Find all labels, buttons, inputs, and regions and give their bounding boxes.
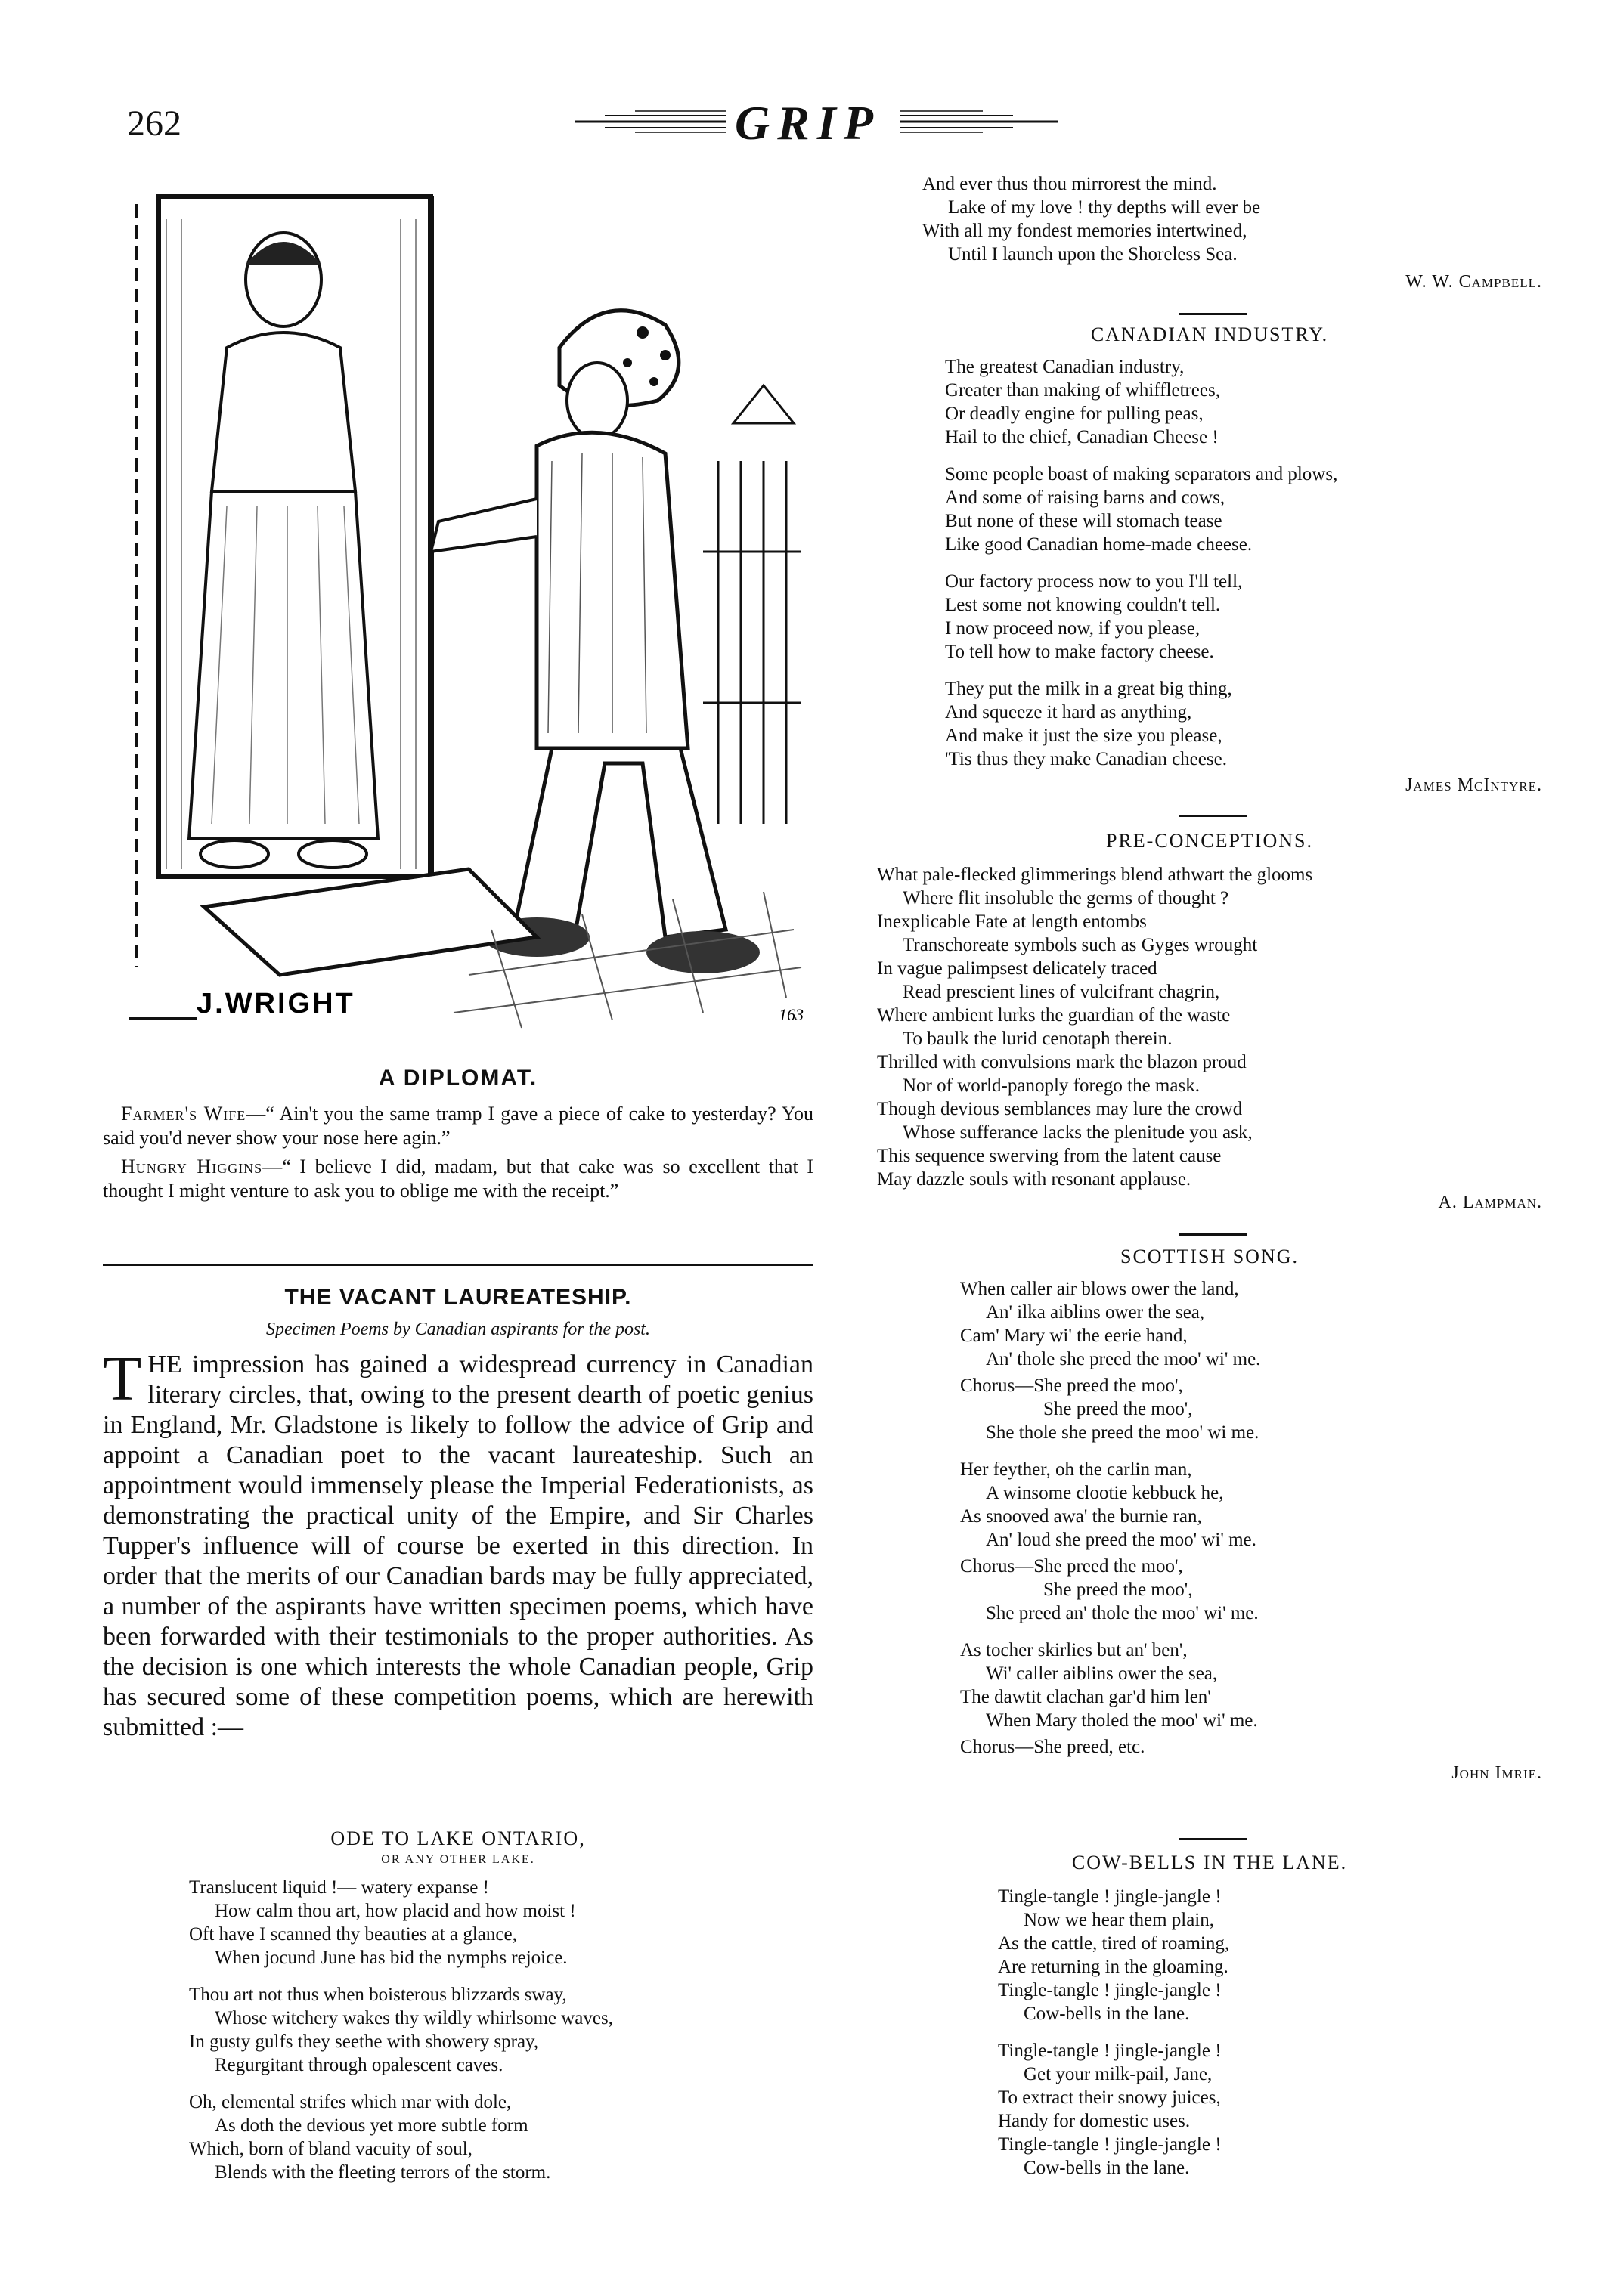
poem-line: Read prescient lines of vulcifrant chagrin, <box>903 982 1220 1002</box>
stanza <box>189 2090 779 2184</box>
poem-line: Tingle-tangle ! jingle-jangle ! <box>998 2041 1222 2061</box>
chorus-line: Chorus—She preed the moo', <box>960 1375 1183 1396</box>
chorus-line: She preed the moo', <box>1043 1580 1193 1600</box>
article-title: THE VACANT LAUREATESHIP. <box>284 1285 632 1310</box>
poem-line: Like good Canadian home-made cheese. <box>945 534 1253 555</box>
poem-line: And some of raising barns and cows, <box>945 487 1225 508</box>
stanza <box>189 1983 779 2077</box>
poem-line: Though devious semblances may lure the crowd <box>877 1099 1243 1119</box>
article-subtitle: Specimen Poems by Canadian aspirants for the post. <box>266 1320 650 1339</box>
article-body <box>103 1344 813 1743</box>
poem-title-preconceptions: PRE-CONCEPTIONS. <box>1106 830 1313 852</box>
poem-line: Transchoreate symbols such as Gyges wrought <box>903 935 1258 955</box>
poem-line: Which, born of bland vacuity of soul, <box>189 2139 472 2159</box>
poem-line: Get your milk-pail, Jane, <box>1024 2064 1213 2084</box>
drop-cap: T <box>103 1344 142 1414</box>
dialog-line-1 <box>103 1102 813 1150</box>
stanza <box>945 570 1542 664</box>
poem-line: Now we hear them plain, <box>1024 1910 1215 1930</box>
chorus <box>960 1374 1542 1444</box>
poem-line: The greatest Canadian industry, <box>945 357 1185 377</box>
chorus-line: Chorus—She preed the moo', <box>960 1556 1183 1577</box>
poem-line: Lest some not knowing couldn't tell. <box>945 595 1221 615</box>
poem-title-cowbells: COW-BELLS IN THE LANE. <box>1071 1852 1348 1874</box>
poem-line: 'Tis thus they make Canadian cheese. <box>945 749 1227 769</box>
poem-line: Regurgitant through opalescent caves. <box>215 2055 503 2075</box>
poem-line: And make it just the size you please, <box>945 726 1222 746</box>
poem-line: Handy for domestic uses. <box>998 2111 1191 2131</box>
poem-scottish <box>877 1277 1542 1785</box>
poem-line: Where ambient lurks the guardian of the waste <box>877 1005 1231 1026</box>
poem-line: May dazzle souls with resonant applause. <box>877 1169 1191 1190</box>
stanza <box>998 1885 1542 2025</box>
poem-line: Nor of world-panoply forego the mask. <box>903 1075 1200 1096</box>
poem-line: Oh, elemental strifes which mar with dole, <box>189 2092 512 2112</box>
poem-line: An' loud she preed the moo' wi' me. <box>986 1530 1256 1550</box>
poem-line: Whose witchery wakes thy wildly whirlsome waves, <box>215 2008 613 2028</box>
stanza <box>960 1277 1542 1371</box>
poem-line: Wi' caller aiblins ower the sea, <box>986 1663 1218 1684</box>
cartoon-illustration <box>113 174 816 1058</box>
poem-line: Her feyther, oh the carlin man, <box>960 1459 1192 1480</box>
poem-line: Cam' Mary wi' the eerie hand, <box>960 1326 1188 1346</box>
stanza <box>960 1458 1542 1552</box>
poem-line: Tingle-tangle ! jingle-jangle ! <box>998 1886 1222 1907</box>
cartoon-caption-title: A DIPLOMAT. <box>378 1066 538 1091</box>
poem-line: When Mary tholed the moo' wi' me. <box>986 1710 1258 1731</box>
poem-line: Tingle-tangle ! jingle-jangle ! <box>998 1980 1222 2000</box>
poem-line: In vague palimpsest delicately traced <box>877 958 1157 979</box>
poem-line: Translucent liquid !— watery expanse ! <box>189 1877 489 1898</box>
short-rule <box>1179 1838 1247 1840</box>
poem-line: Inexplicable Fate at length entombs <box>877 911 1147 932</box>
chorus-line: She thole she preed the moo' wi me. <box>986 1422 1259 1443</box>
short-rule <box>1179 1233 1247 1236</box>
short-rule <box>1179 815 1247 817</box>
poem-line: An' thole she preed the moo' wi' me. <box>986 1349 1261 1369</box>
chorus-line: She preed the moo', <box>1043 1399 1193 1419</box>
cartoon-drawing <box>113 174 816 1058</box>
poem-line: They put the milk in a great big thing, <box>945 679 1232 699</box>
poem-line: Hail to the chief, Canadian Cheese ! <box>945 427 1219 447</box>
poem-line: Until I launch upon the Shoreless Sea. <box>948 244 1238 265</box>
poem-line: Tingle-tangle ! jingle-jangle ! <box>998 2134 1222 2155</box>
poem-line: I now proceed now, if you please, <box>945 618 1201 639</box>
poem-cowbells <box>877 1885 1542 2193</box>
chorus-line: Chorus—She preed, etc. <box>960 1737 1145 1757</box>
poem-line: As snooved awa' the burnie ran, <box>960 1506 1202 1527</box>
poem-line: And squeeze it hard as anything, <box>945 702 1192 723</box>
masthead-title: GRIP <box>735 96 881 150</box>
poem-line: But none of these will stomach tease <box>945 511 1222 531</box>
page-number: 262 <box>127 104 181 144</box>
cartoon-plate-number: 163 <box>779 1005 804 1024</box>
poem-line: With all my fondest memories intertwined, <box>922 221 1247 241</box>
poem-line: Thou art not thus when boisterous blizzards sway, <box>189 1985 567 2005</box>
poem-line: Thrilled with convulsions mark the blazon proud <box>877 1052 1247 1072</box>
poem-author: W. W. Campbell. <box>1405 272 1542 292</box>
poem-line: In gusty gulfs they seethe with showery spray, <box>189 2031 539 2052</box>
poem-author: A. Lampman. <box>1438 1193 1542 1212</box>
masthead <box>575 95 1058 148</box>
poem-line: As the cattle, tired of roaming, <box>998 1933 1230 1954</box>
poem-preconceptions <box>877 863 1542 1215</box>
chorus <box>960 1555 1542 1625</box>
stanza <box>945 677 1542 771</box>
poem-author: John Imrie. <box>1451 1763 1542 1783</box>
poem-line: This sequence swerving from the latent cause <box>877 1146 1222 1166</box>
poem-line: Whose sufferance lacks the plenitude you ask, <box>903 1122 1253 1143</box>
poem-industry <box>877 355 1542 797</box>
speaker-name: Farmer's Wife <box>121 1103 246 1125</box>
poem-title-scottish: SCOTTISH SONG. <box>1120 1245 1300 1267</box>
poem-line: As tocher skirlies but an' ben', <box>960 1640 1188 1660</box>
poem-line: What pale-flecked glimmerings blend athwart the glooms <box>877 865 1313 885</box>
column-divider-rule <box>103 1264 813 1266</box>
speech-text: —“ I believe I did, madam, but that cake was so excellent that I thought I might venture to ask you to oblige me with the receipt.” <box>103 1156 813 1202</box>
poem-title-industry: CANADIAN INDUSTRY. <box>1090 323 1329 345</box>
poem-line: Lake of my love ! thy depths will ever be <box>948 197 1261 218</box>
poem-line: An' ilka aiblins ower the sea, <box>986 1302 1205 1323</box>
poem-subtitle-ode: OR ANY OTHER LAKE. <box>381 1853 535 1866</box>
poem-ode <box>189 1876 779 2198</box>
speech-text: —“ Ain't you the same tramp I gave a piece of cake to yesterday? You said you'd never show your nose here agin.” <box>103 1103 813 1149</box>
dialog-line-2 <box>103 1155 813 1203</box>
speaker-name: Hungry Higgins <box>121 1156 263 1177</box>
stanza <box>960 1638 1542 1732</box>
poem-line: A winsome clootie kebbuck he, <box>986 1483 1224 1503</box>
masthead-ornament-left <box>575 110 726 133</box>
cartoon-signature: J.WRIGHT <box>197 988 355 1020</box>
cartoon-dialog <box>103 1102 813 1203</box>
stanza <box>998 2039 1542 2180</box>
poem-line: Our factory process now to you I'll tell, <box>945 571 1243 592</box>
poem-line: When jocund June has bid the nymphs rejoice. <box>215 1948 568 1968</box>
short-rule <box>1179 313 1247 315</box>
poem-line: When caller air blows ower the land, <box>960 1279 1239 1299</box>
poem-line: Cow-bells in the lane. <box>1024 2004 1190 2024</box>
poem-line: Greater than making of whiffletrees, <box>945 380 1220 401</box>
poem-line: To tell how to make factory cheese. <box>945 642 1214 662</box>
chorus-line: She preed an' thole the moo' wi' me. <box>986 1603 1259 1623</box>
poem-line: Cow-bells in the lane. <box>1024 2158 1190 2178</box>
poem-line: Some people boast of making separators and plows, <box>945 464 1338 484</box>
poem-line: Are returning in the gloaming. <box>998 1957 1228 1977</box>
poem-ode-continuation <box>877 172 1542 294</box>
poem-title-ode: ODE TO LAKE ONTARIO, <box>330 1827 586 1849</box>
stanza <box>945 355 1542 449</box>
poem-line: Blends with the fleeting terrors of the storm. <box>215 2162 551 2183</box>
poem-line: As doth the devious yet more subtle form <box>215 2115 528 2136</box>
poem-line: The dawtit clachan gar'd him len' <box>960 1687 1211 1707</box>
poem-line: And ever thus thou mirrorest the mind. <box>922 174 1217 194</box>
poem-line: To extract their snowy juices, <box>998 2087 1221 2108</box>
poem-line: Where flit insoluble the germs of thought ? <box>903 888 1229 908</box>
poem-line: Or deadly engine for pulling peas, <box>945 404 1204 424</box>
poem-line: Oft have I scanned thy beauties at a glance, <box>189 1924 517 1945</box>
stanza <box>189 1876 779 1970</box>
poem-author: James McIntyre. <box>1405 775 1542 795</box>
masthead-ornament-right <box>900 110 1058 133</box>
stanza <box>945 463 1542 556</box>
poem-line: To baulk the lurid cenotaph therein. <box>903 1029 1173 1049</box>
article-paragraph: HE impression has gained a widespread currency in Canadian literary circles, that, owing to the present dearth of poetic genius in England, Mr. Gladstone is likely to follow the advice of Grip and appoint a Canadian poet to the vacant laureateship. Such an appointment would immensely please the Imperial Federationists, as demonstrating the practical unity of the Empire, and Sir Charles Tupper's influence will of course be exerted in this direction. In order that the merits of our Canadian bards may be fully appreciated, a number of the aspirants have written specimen poems, which have been forwarded with their testimonials to the proper authorities. As the decision is one which interests the whole Canadian people, Grip has secured some of these competition poems, which are herewith submitted :— <box>103 1351 813 1741</box>
chorus <box>960 1735 1542 1759</box>
poem-line: How calm thou art, how placid and how moist ! <box>215 1901 576 1921</box>
